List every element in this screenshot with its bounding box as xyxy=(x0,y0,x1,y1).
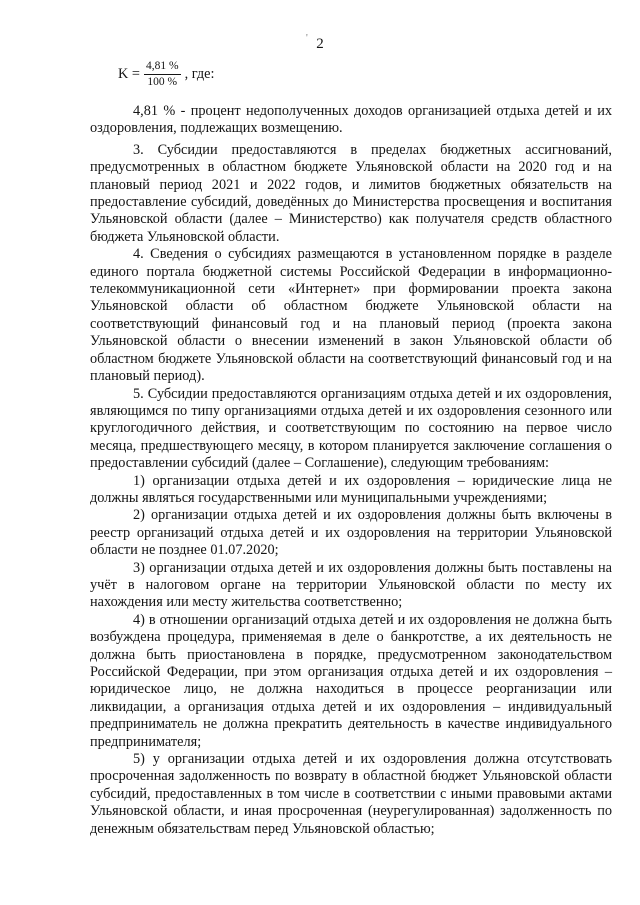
requirement-2: 2) организации отдыха детей и их оздоровления должны быть включены в реестр организаций отдыха детей и их оздоровления на территории Ульяновской области не позднее 01.07.2020; xyxy=(90,507,612,559)
paragraph-percent-definition: 4,81 % - процент недополученных доходов организацией отдыха детей и их оздоровления, подлежащих возмещению. xyxy=(90,103,612,137)
page-number: 2 xyxy=(316,36,324,52)
paragraph-item-4: 4. Сведения о субсидиях размещаются в установленном порядке в разделе единого портала бюджетной системы Российской Федерации в информационно-телекоммуникационной сети «Интернет» при формировании проекта закона Ульяновской области об областном бюджете Ульяновской области на соответствующий финансовый год и на плановый период (проекта закона Ульяновской области о внесении изменений в закон Ульяновской области об областном бюджете Ульяновской области на соответствующий финансовый год и на плановый период). xyxy=(90,246,612,385)
formula-denominator: 100 % xyxy=(147,76,178,88)
requirement-4: 4) в отношении организаций отдыха детей и их оздоровления не должна быть возбуждена процедура, применяемая в деле о банкротстве, а их деятельность не должна быть приостановлена в порядке, предусмотренном законодательством Российской Федерации, при этом организация отдыха детей и их оздоровления – юридическое лицо, не должна находиться в процессе реорганизации или ликвидации, а организация отдыха детей и их оздоровления – индивидуальный предприниматель не должна прекратить деятельность в качестве индивидуального предпринимателя; xyxy=(90,611,612,750)
coefficient-formula xyxy=(118,60,214,89)
scan-speck: ' xyxy=(306,33,308,44)
formula-lhs: K = xyxy=(118,65,140,82)
requirement-3: 3) организации отдыха детей и их оздоровления должны быть поставлены на учёт в налоговом органе на территории Ульяновской области по месту их нахождения или месту жительства соответственно; xyxy=(90,559,612,611)
body-text xyxy=(90,103,612,838)
formula-fraction xyxy=(144,60,181,89)
requirement-1: 1) организации отдыха детей и их оздоровления – юридические лица не должны являться государственными или муниципальными учреждениями; xyxy=(90,472,612,506)
formula-numerator: 4,81 % xyxy=(144,60,181,75)
paragraph-item-3: 3. Субсидии предоставляются в пределах бюджетных ассигнований, предусмотренных в областном бюджете Ульяновской области на 2020 год и на плановый период 2021 и 2022 годов, и лимитов бюджетных обязательств на предоставление субсидий, доведённых до Министерства просвещения и воспитания Ульяновской области (далее – Министерство) как получателя средств областного бюджета Ульяновской области. xyxy=(90,141,612,245)
paragraph-item-5: 5. Субсидии предоставляются организациям отдыха детей и их оздоровления, являющимся по типу организациями отдыха детей и их оздоровления сезонного или круглогодичного действия, и соответствующим по состоянию на первое число месяца, предшествующего месяцу, в котором планируется заключение соглашения о предоставлении субсидий (далее – Соглашение), следующим требованиям: xyxy=(90,385,612,472)
formula-suffix: , где: xyxy=(184,65,215,82)
requirement-5: 5) у организации отдыха детей и их оздоровления должна отсутствовать просроченная задолженность по возврату в областной бюджет Ульяновской области субсидий, предоставленных в том числе в соответствии с иными правовыми актами Ульяновской области, и иная просроченная (неурегулированная) задолженность по денежным обязательствам перед Ульяновской областью; xyxy=(90,751,612,837)
